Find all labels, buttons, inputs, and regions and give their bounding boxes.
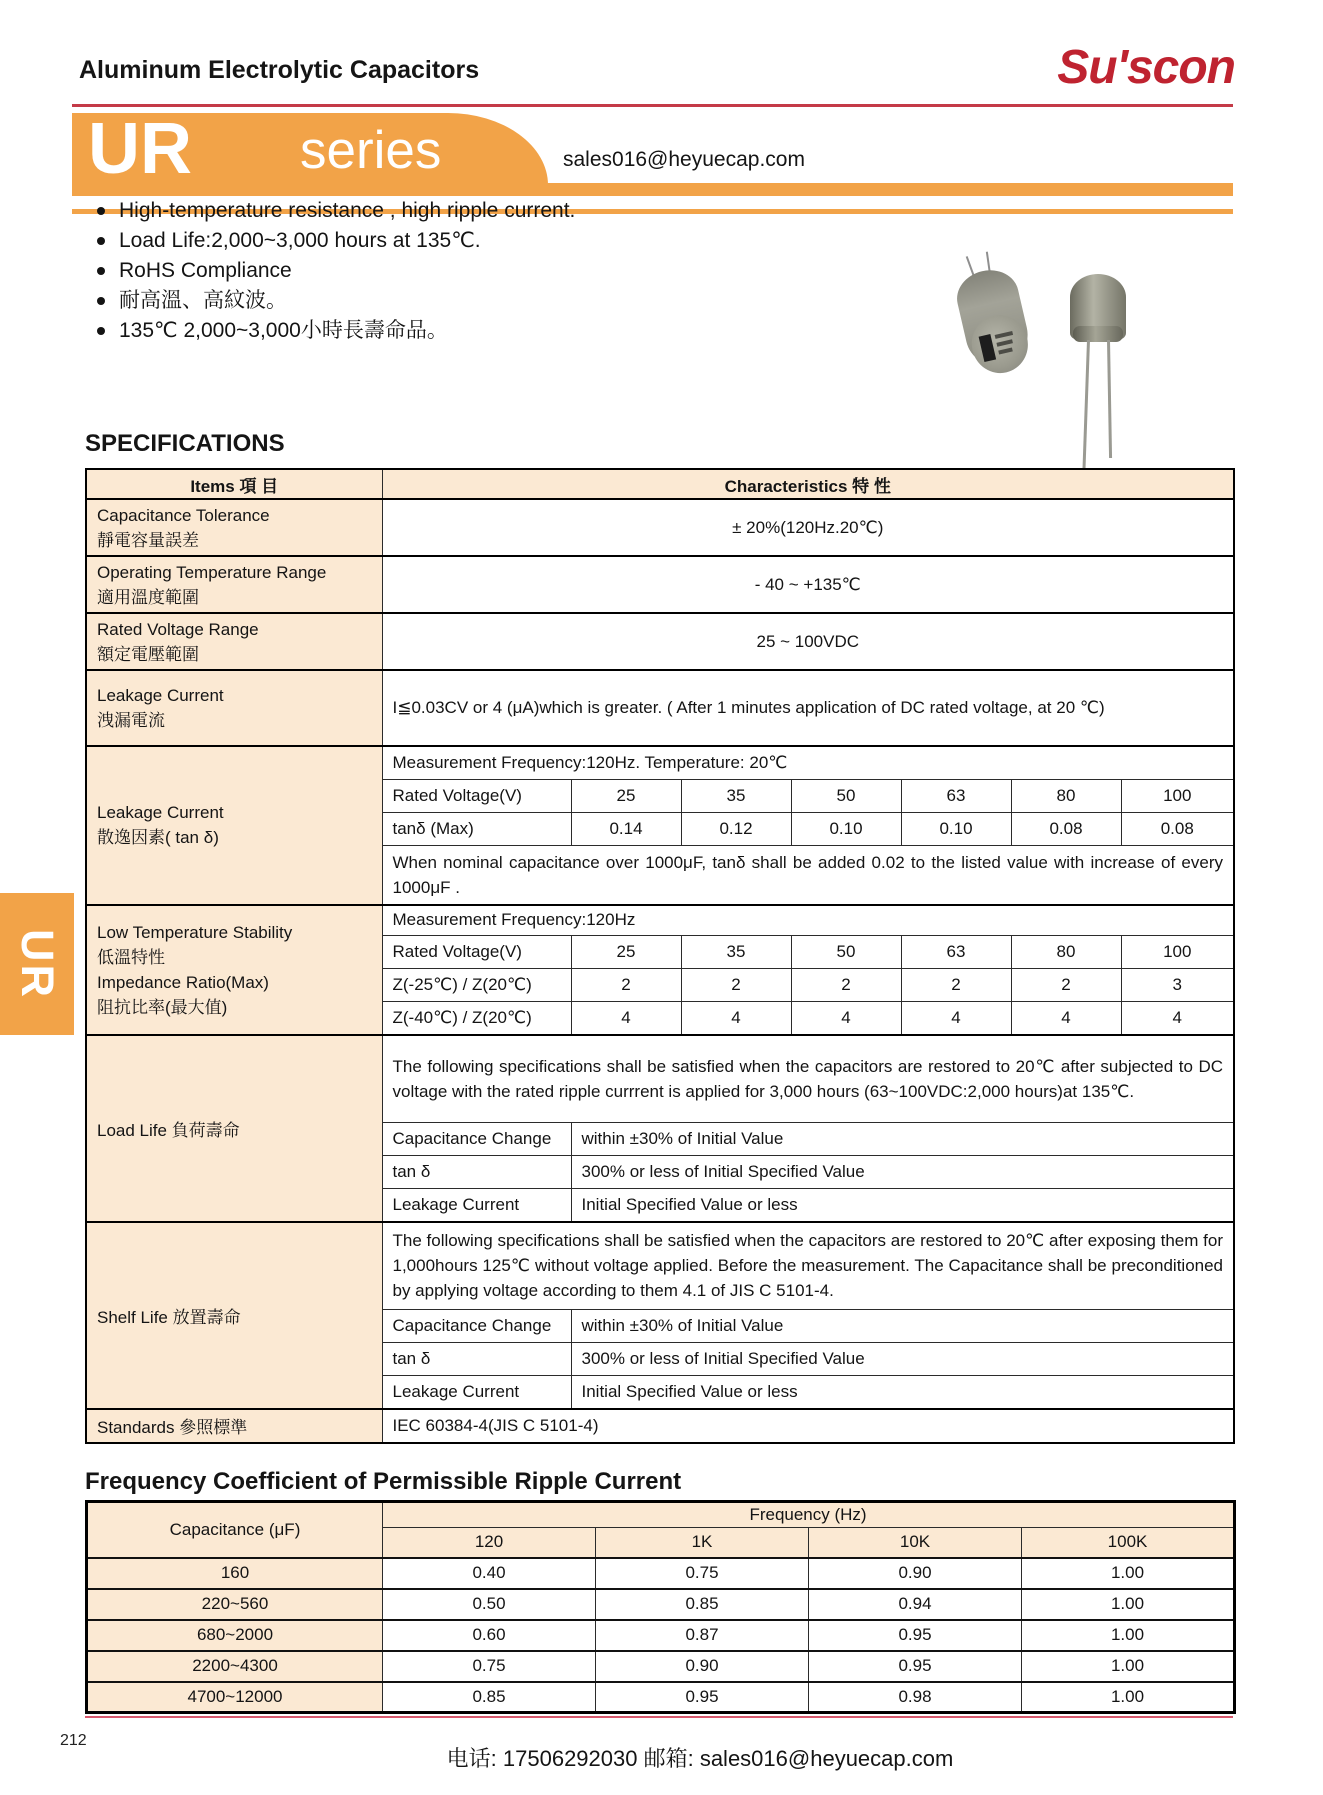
z40-value: 4 xyxy=(791,1002,901,1035)
spec-header-characteristics: Characteristics 特 性 xyxy=(382,469,1234,499)
freq-cell: 0.50 xyxy=(383,1589,596,1620)
lowtemp-voltage: 35 xyxy=(681,936,791,969)
feature-item xyxy=(95,228,575,254)
freq-cell: 1.00 xyxy=(1022,1682,1235,1713)
series-side-tab-label: UR xyxy=(12,928,63,1000)
freq-cell: 0.75 xyxy=(596,1558,809,1589)
spec-value-capacitance-tolerance: ± 20%(120Hz.20℃) xyxy=(382,499,1234,556)
tand-voltage: 63 xyxy=(901,779,1011,812)
label-zh: 阻抗比率(最大值) xyxy=(97,997,228,1017)
tand-voltage: 50 xyxy=(791,779,901,812)
lowtemp-measurement-condition: Measurement Frequency:120Hz xyxy=(382,905,1234,936)
freq-cell: 0.98 xyxy=(809,1682,1022,1713)
freq-row-capacitance: 160 xyxy=(87,1558,383,1589)
lowtemp-voltage: 50 xyxy=(791,936,901,969)
freq-row-capacitance: 2200~4300 xyxy=(87,1651,383,1682)
shelf-life-row-value: Initial Specified Value or less xyxy=(571,1376,1234,1409)
frequency-table-title: Frequency Coefficient of Permissible Ripple Current xyxy=(85,1468,682,1495)
freq-group-header: Frequency (Hz) xyxy=(383,1502,1235,1528)
tand-max-header: tanδ (Max) xyxy=(382,812,571,845)
lowtemp-voltage: 25 xyxy=(571,936,681,969)
label-en: Leakage Current xyxy=(97,686,224,705)
capacitor-marking xyxy=(998,347,1013,354)
page-number: 212 xyxy=(60,1732,87,1749)
shelf-life-row-name: tan δ xyxy=(382,1343,571,1376)
load-life-description: The following specifications shall be satisfied when the capacitors are restored to 20℃ after subjected to DC voltage with the rated ripple currrent is applied for 3,000 hours (63~100VDC:2,000 hours)at 135℃. xyxy=(382,1035,1234,1123)
bullet-icon xyxy=(97,297,105,305)
capacitor-sleeve xyxy=(1073,326,1123,342)
spec-row-label-leakage-current xyxy=(86,670,382,746)
spec-row-label-standards: Standards 參照標準 xyxy=(86,1409,382,1443)
z25-value: 2 xyxy=(791,969,901,1002)
freq-cell: 0.75 xyxy=(383,1651,596,1682)
spec-row-label-operating-temperature xyxy=(86,556,382,613)
label-en: Capacitance Tolerance xyxy=(97,505,270,525)
freq-cell: 0.95 xyxy=(809,1620,1022,1651)
tand-voltage: 35 xyxy=(681,779,791,812)
specifications-title: SPECIFICATIONS xyxy=(85,430,285,457)
tand-value: 0.10 xyxy=(791,812,901,845)
freq-cell: 0.95 xyxy=(596,1682,809,1713)
series-code: UR xyxy=(88,109,192,189)
label-en: Rated Voltage Range xyxy=(97,619,259,639)
freq-row-capacitance: 680~2000 xyxy=(87,1620,383,1651)
tand-value: 0.08 xyxy=(1121,812,1234,845)
footer-rule xyxy=(85,1716,1233,1718)
label-zh: 低溫特性 xyxy=(97,947,165,967)
series-label: series xyxy=(300,121,442,180)
bullet-icon xyxy=(97,267,105,275)
load-life-row-value: within ±30% of Initial Value xyxy=(571,1123,1234,1156)
freq-cell: 0.90 xyxy=(596,1651,809,1682)
freq-cell: 0.40 xyxy=(383,1558,596,1589)
spec-value-leakage-current: I≦0.03CV or 4 (μA)which is greater. ( After 1 minutes application of DC rated voltage, at 20 ℃) xyxy=(382,670,1234,746)
tand-value: 0.14 xyxy=(571,812,681,845)
capacitor-marking xyxy=(979,334,997,362)
header-rule xyxy=(72,104,1233,107)
lowtemp-voltage-header: Rated Voltage(V) xyxy=(382,936,571,969)
capacitor-photo-tilted xyxy=(949,262,1036,376)
freq-cell: 1.00 xyxy=(1022,1651,1235,1682)
z40-value: 4 xyxy=(1011,1002,1121,1035)
freq-cell: 0.90 xyxy=(809,1558,1022,1589)
specifications-table xyxy=(85,468,1235,1444)
shelf-life-row-name: Leakage Current xyxy=(382,1376,571,1409)
capacitor-marking xyxy=(996,339,1012,346)
standards-value: IEC 60384-4(JIS C 5101-4) xyxy=(382,1409,1234,1443)
shelf-life-row-name: Capacitance Change xyxy=(382,1310,571,1343)
z40-value: 4 xyxy=(1121,1002,1234,1035)
z40-value: 4 xyxy=(571,1002,681,1035)
tand-voltage: 80 xyxy=(1011,779,1121,812)
capacitor-lead xyxy=(1082,340,1090,470)
feature-text: Load Life:2,000~3,000 hours at 135℃. xyxy=(119,229,481,252)
label-zh: 額定電壓範圍 xyxy=(97,644,199,664)
freq-col-header: 10K xyxy=(809,1528,1022,1558)
bullet-icon xyxy=(97,207,105,215)
spec-row-label-capacitance-tolerance xyxy=(86,499,382,556)
spec-value-rated-voltage-range: 25 ~ 100VDC xyxy=(382,613,1234,670)
freq-row-capacitance: 220~560 xyxy=(87,1589,383,1620)
lowtemp-voltage: 63 xyxy=(901,936,1011,969)
z25-header: Z(-25℃) / Z(20℃) xyxy=(382,969,571,1002)
feature-text: 135℃ 2,000~3,000小時長壽命品。 xyxy=(119,319,448,342)
freq-cell: 1.00 xyxy=(1022,1620,1235,1651)
feature-text: 耐高溫、高紋波。 xyxy=(119,289,287,312)
contact-email: sales016@heyuecap.com xyxy=(563,148,805,171)
load-life-row-name: Capacitance Change xyxy=(382,1123,571,1156)
spec-row-label-rated-voltage-range xyxy=(86,613,382,670)
series-side-tab xyxy=(0,893,74,1035)
freq-cell: 0.85 xyxy=(596,1589,809,1620)
z25-value: 2 xyxy=(1011,969,1121,1002)
feature-item xyxy=(95,318,575,344)
freq-cell: 1.00 xyxy=(1022,1558,1235,1589)
spec-value-operating-temperature: - 40 ~ +135℃ xyxy=(382,556,1234,613)
feature-item xyxy=(95,288,575,314)
freq-row-capacitance: 4700~12000 xyxy=(87,1682,383,1713)
z40-header: Z(-40℃) / Z(20℃) xyxy=(382,1002,571,1035)
capacitor-marking xyxy=(995,331,1013,339)
capacitor-lead xyxy=(1107,340,1112,458)
tand-value: 0.08 xyxy=(1011,812,1121,845)
load-life-row-value: 300% or less of Initial Specified Value xyxy=(571,1156,1234,1189)
footer-contact: 电话: 17506292030 邮箱: sales016@heyuecap.com xyxy=(446,1746,954,1771)
load-life-row-name: Leakage Current xyxy=(382,1189,571,1222)
spec-row-label-shelf-life: Shelf Life 放置壽命 xyxy=(86,1222,382,1409)
tand-value: 0.10 xyxy=(901,812,1011,845)
load-life-row-name: tan δ xyxy=(382,1156,571,1189)
z25-value: 2 xyxy=(681,969,791,1002)
z25-value: 3 xyxy=(1121,969,1234,1002)
tand-voltage-header: Rated Voltage(V) xyxy=(382,779,571,812)
feature-text: High-temperature resistance , high ripple current. xyxy=(119,199,576,222)
tand-voltage: 100 xyxy=(1121,779,1234,812)
label-zh: 適用溫度範圍 xyxy=(97,587,199,607)
tand-note: When nominal capacitance over 1000μF, tanδ shall be added 0.02 to the listed value with increase of every 1000μF . xyxy=(382,845,1234,905)
frequency-coefficient-table xyxy=(85,1500,1236,1714)
tand-value: 0.12 xyxy=(681,812,791,845)
freq-cell: 0.95 xyxy=(809,1651,1022,1682)
freq-capacitance-header: Capacitance (μF) xyxy=(87,1502,383,1558)
label-en: Operating Temperature Range xyxy=(97,562,327,582)
page-title: Aluminum Electrolytic Capacitors xyxy=(79,56,480,84)
freq-col-header: 120 xyxy=(383,1528,596,1558)
load-life-row-value: Initial Specified Value or less xyxy=(571,1189,1234,1222)
spec-row-label-load-life: Load Life 負荷壽命 xyxy=(86,1035,382,1222)
capacitor-photo-upright xyxy=(1070,274,1130,484)
z25-value: 2 xyxy=(571,969,681,1002)
spec-header-items: Items 項 目 xyxy=(86,469,382,499)
freq-cell: 0.87 xyxy=(596,1620,809,1651)
lowtemp-voltage: 80 xyxy=(1011,936,1121,969)
bullet-icon xyxy=(97,237,105,245)
tand-measurement-condition: Measurement Frequency:120Hz. Temperature: 20℃ xyxy=(382,746,1234,779)
z25-value: 2 xyxy=(901,969,1011,1002)
feature-item xyxy=(95,258,575,284)
feature-list xyxy=(95,198,575,348)
feature-item xyxy=(95,198,575,224)
z40-value: 4 xyxy=(681,1002,791,1035)
spec-row-label-dissipation-factor xyxy=(86,746,382,905)
label-zh: 散逸因素( tan δ) xyxy=(97,828,219,848)
tand-voltage: 25 xyxy=(571,779,681,812)
label-zh: 靜電容量誤差 xyxy=(97,530,199,550)
label-zh: 洩漏電流 xyxy=(97,711,165,730)
freq-col-header: 100K xyxy=(1022,1528,1235,1558)
freq-col-header: 1K xyxy=(596,1528,809,1558)
spec-row-label-low-temperature-stability xyxy=(86,905,382,1035)
z40-value: 4 xyxy=(901,1002,1011,1035)
label-en: Leakage Current xyxy=(97,803,224,823)
lowtemp-voltage: 100 xyxy=(1121,936,1234,969)
freq-cell: 0.60 xyxy=(383,1620,596,1651)
label-en: Low Temperature Stability xyxy=(97,922,293,942)
freq-cell: 0.85 xyxy=(383,1682,596,1713)
feature-text: RoHS Compliance xyxy=(119,259,292,282)
freq-cell: 0.94 xyxy=(809,1589,1022,1620)
shelf-life-description: The following specifications shall be satisfied when the capacitors are restored to 20℃ after exposing them for 1,000hours 125℃ without voltage applied. Before the measurement. The Capacitance shall be preconditioned by applying voltage according to them 4.1 of JIS C 5101-4. xyxy=(382,1222,1234,1310)
brand-logo: Su'scon xyxy=(1057,41,1235,94)
series-banner-strip xyxy=(72,183,1233,196)
shelf-life-row-value: within ±30% of Initial Value xyxy=(571,1310,1234,1343)
shelf-life-row-value: 300% or less of Initial Specified Value xyxy=(571,1343,1234,1376)
freq-cell: 1.00 xyxy=(1022,1589,1235,1620)
label-en: Impedance Ratio(Max) xyxy=(97,972,269,992)
bullet-icon xyxy=(97,327,105,335)
